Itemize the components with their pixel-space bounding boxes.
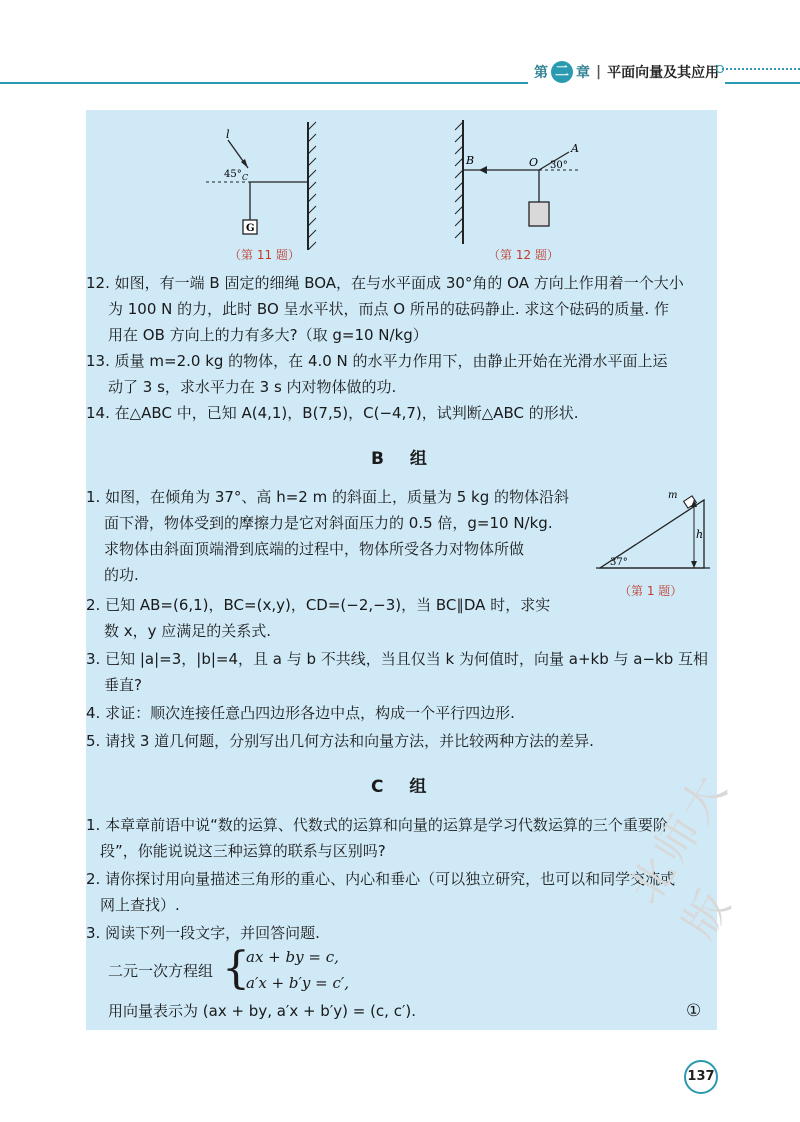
- fig12-angle: 30°: [550, 160, 568, 171]
- fig12-caption: （第 12 题）: [488, 248, 559, 262]
- fig-b1-label-m: m: [668, 490, 678, 501]
- fig11-label-l: l: [226, 128, 230, 141]
- page-header: [0, 56, 800, 92]
- fig-b1-angle: 37°: [610, 557, 628, 568]
- b-problem-2-line-2: 数 x，y 应满足的关系式.: [104, 622, 272, 640]
- problem-13-line-2: 动了 3 s，求水平力在 3 s 内对物体做的功.: [108, 378, 397, 396]
- fig-b1-label-h: h: [696, 528, 704, 541]
- fig11-caption: （第 11 题）: [229, 248, 300, 262]
- b-problem-2-line-1: 2. 已知 AB=(6,1)，BC=(x,y)，CD=(−2,−3)，当 BC∥DA 时，求实: [86, 596, 551, 614]
- c-problem-1-line-1: 1. 本章章前语中说“数的运算、代数式的运算和向量的运算是学习代数运算的三个重要阶: [86, 816, 668, 834]
- c-problem-2-line-2: 网上查找）.: [100, 896, 180, 914]
- publisher-watermark: 北师大版: [619, 763, 743, 947]
- fig12-label-a: A: [571, 142, 579, 155]
- chapter-number-badge: 二: [551, 61, 573, 83]
- equation-marker: ①: [686, 1001, 702, 1021]
- c-problem-1-line-2: 段”，你能说说这三种运算的联系与区别吗?: [100, 842, 386, 860]
- figure-12: [451, 118, 591, 244]
- problem-12-line-1: 12. 如图，有一端 B 固定的细绳 BOA，在与水平面成 30°角的 OA 方向上作用着一个大小: [86, 274, 684, 292]
- fig11-weight-label: G: [246, 223, 255, 234]
- problem-12-line-2: 为 100 N 的力，此时 BO 呈水平状，而点 O 所吊的砝码静止. 求这个砝码的质量. 作: [108, 300, 669, 318]
- chapter-title: 平面向量及其应用: [607, 65, 720, 81]
- b-problem-4: 4. 求证：顺次连接任意凸四边形各边中点，构成一个平行四边形.: [86, 704, 515, 722]
- system-equation-2: a′x + b′y = c′,: [246, 974, 350, 992]
- chapter-label: [528, 60, 725, 84]
- vector-form-line: 用向量表示为 (ax + by, a′x + b′y) = (c, c′).: [108, 1002, 416, 1020]
- figure-11: [206, 120, 336, 250]
- c-problem-3: 3. 阅读下列一段文字，并回答问题.: [86, 924, 320, 942]
- b-problem-3-line-1: 3. 已知 |a|=3，|b|=4，且 a 与 b 不共线，当且仅当 k 为何值时，向量 a+kb 与 a−kb 互相: [86, 650, 709, 668]
- b-problem-1-line-4: 的功.: [104, 566, 139, 584]
- system-brace: {: [222, 943, 250, 994]
- b-problem-3-line-2: 垂直?: [104, 676, 142, 694]
- fig11-angle: 45°: [224, 169, 242, 180]
- problem-12-line-3: 用在 OB 方向上的力有多大?（取 g=10 N/kg）: [108, 326, 428, 344]
- b-problem-1-line-3: 求物体由斜面顶端滑到底端的过程中，物体所受各力对物体所做: [104, 540, 525, 558]
- b-problem-5: 5. 请找 3 道几何题，分别写出几何方法和向量方法，并比较两种方法的差异.: [86, 732, 594, 750]
- chapter-suffix: 章: [576, 65, 590, 81]
- header-separator: |: [596, 64, 602, 80]
- system-equation-1: ax + by = c,: [246, 948, 339, 966]
- b-problem-1-line-1: 1. 如图，在倾角为 37°、高 h=2 m 的斜面上，质量为 5 kg 的物体沿斜: [86, 488, 570, 506]
- header-dots: [722, 68, 800, 72]
- system-label: 二元一次方程组: [108, 962, 214, 980]
- problem-13-line-1: 13. 质量 m=2.0 kg 的物体，在 4.0 N 的水平力作用下，由静止开始在光滑水平面上运: [86, 352, 668, 370]
- b-problem-1-line-2: 面下滑，物体受到的摩擦力是它对斜面压力的 0.5 倍，g=10 N/kg.: [104, 514, 553, 532]
- section-b-heading: B 组: [371, 449, 437, 469]
- fig11-label-c: C: [242, 173, 249, 182]
- problem-14: 14. 在△ABC 中，已知 A(4,1)，B(7,5)，C(−4,7)，试判断△ABC 的形状.: [86, 404, 579, 422]
- fig12-label-b: B: [466, 154, 475, 167]
- figure-b1: [592, 486, 717, 576]
- chapter-prefix: 第: [534, 65, 548, 81]
- c-problem-2-line-1: 2. 请你探讨用向量描述三角形的重心、内心和垂心（可以独立研究，也可以和同学交流或: [86, 870, 676, 888]
- section-c-heading: C 组: [371, 777, 437, 797]
- page-number: 137: [684, 1060, 718, 1094]
- fig12-label-o: O: [529, 156, 539, 169]
- exercise-panel: [86, 110, 717, 1030]
- fig-b1-caption: （第 1 题）: [619, 584, 683, 598]
